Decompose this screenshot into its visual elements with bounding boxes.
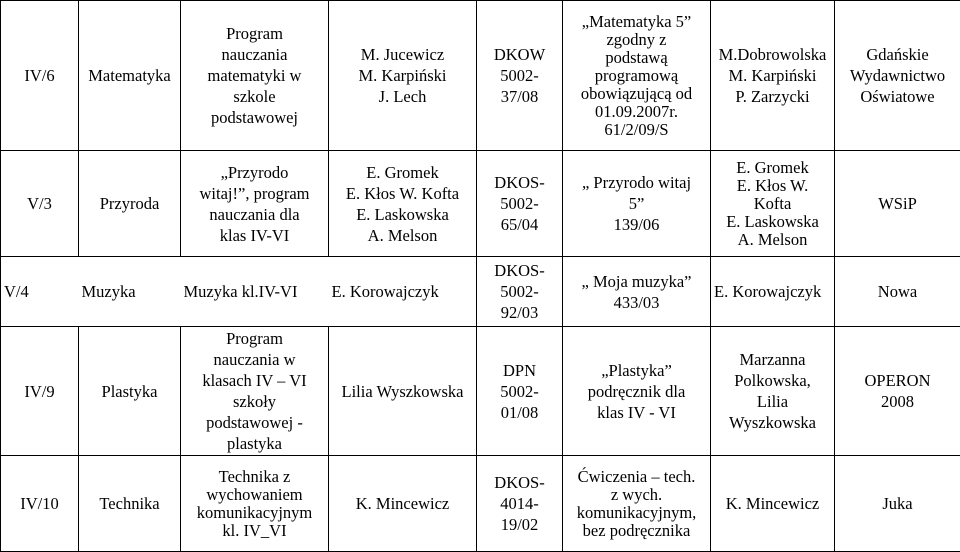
textbook-authors-cell: E. Gromek E. Kłos W. Kofta E. Laskowska A. Melson (711, 151, 835, 257)
program-cell: Muzyka kl.IV-VI (181, 257, 329, 327)
publisher-cell: Gdańskie Wydawnictwo Oświatowe (835, 1, 960, 151)
program-authors-cell: E. Korowajczyk (329, 257, 477, 327)
program-cell: Program nauczania w klasach IV – VI szkoły podstawowej - plastyka (181, 327, 329, 456)
textbook-cell: „Plastyka” podręcznik dla klas IV - VI (563, 327, 711, 456)
class-cell: V/3 (1, 151, 79, 257)
textbook-cell: „ Przyrodo witaj 5” 139/06 (563, 151, 711, 257)
class-cell: IV/6 (1, 1, 79, 151)
program-authors-cell: M. Jucewicz M. Karpiński J. Lech (329, 1, 477, 151)
program-authors-cell: Lilia Wyszkowska (329, 327, 477, 456)
textbook-authors-cell: K. Mincewicz (711, 456, 835, 552)
textbook-authors-cell: E. Korowajczyk (711, 257, 835, 327)
program-authors-cell: K. Mincewicz (329, 456, 477, 552)
program-cell: „Przyrodo witaj!”, program nauczania dla klas IV-VI (181, 151, 329, 257)
subject-cell: Matematyka (79, 1, 181, 151)
textbook-cell: Ćwiczenia – tech. z wych. komunikacyjnym, bez podręcznika (563, 456, 711, 552)
publisher-cell: Juka (835, 456, 960, 552)
program-number-cell: DKOS- 5002- 65/04 (477, 151, 563, 257)
program-number-cell: DKOW 5002- 37/08 (477, 1, 563, 151)
class-cell: IV/10 (1, 456, 79, 552)
subject-cell: Przyroda (79, 151, 181, 257)
publisher-cell: OPERON 2008 (835, 327, 960, 456)
program-cell: Technika z wychowaniem komunikacyjnym kl. IV_VI (181, 456, 329, 552)
publisher-cell: WSiP (835, 151, 960, 257)
table-row (1, 327, 960, 456)
program-number-cell: DKOS- 4014- 19/02 (477, 456, 563, 552)
subject-cell: Technika (79, 456, 181, 552)
program-number-cell: DKOS- 5002- 92/03 (477, 257, 563, 327)
subject-cell: Muzyka (79, 257, 181, 327)
table-row (1, 151, 960, 257)
program-number-cell: DPN 5002- 01/08 (477, 327, 563, 456)
subject-cell: Plastyka (79, 327, 181, 456)
class-cell: V/4 (1, 257, 79, 327)
class-cell: IV/9 (1, 327, 79, 456)
program-authors-cell: E. Gromek E. Kłos W. Kofta E. Laskowska A. Melson (329, 151, 477, 257)
publisher-cell: Nowa (835, 257, 960, 327)
table-row (1, 456, 960, 552)
textbook-authors-cell: Marzanna Polkowska, Lilia Wyszkowska (711, 327, 835, 456)
textbook-cell: „Matematyka 5” zgodny z podstawą programową obowiązującą od 01.09.2007r. 61/2/09/S (563, 1, 711, 151)
program-cell: Program nauczania matematyki w szkole podstawowej (181, 1, 329, 151)
table-row (1, 257, 960, 327)
textbook-cell: „ Moja muzyka” 433/03 (563, 257, 711, 327)
textbook-authors-cell: M.Dobrowolska M. Karpiński P. Zarzycki (711, 1, 835, 151)
table-row (1, 1, 960, 151)
